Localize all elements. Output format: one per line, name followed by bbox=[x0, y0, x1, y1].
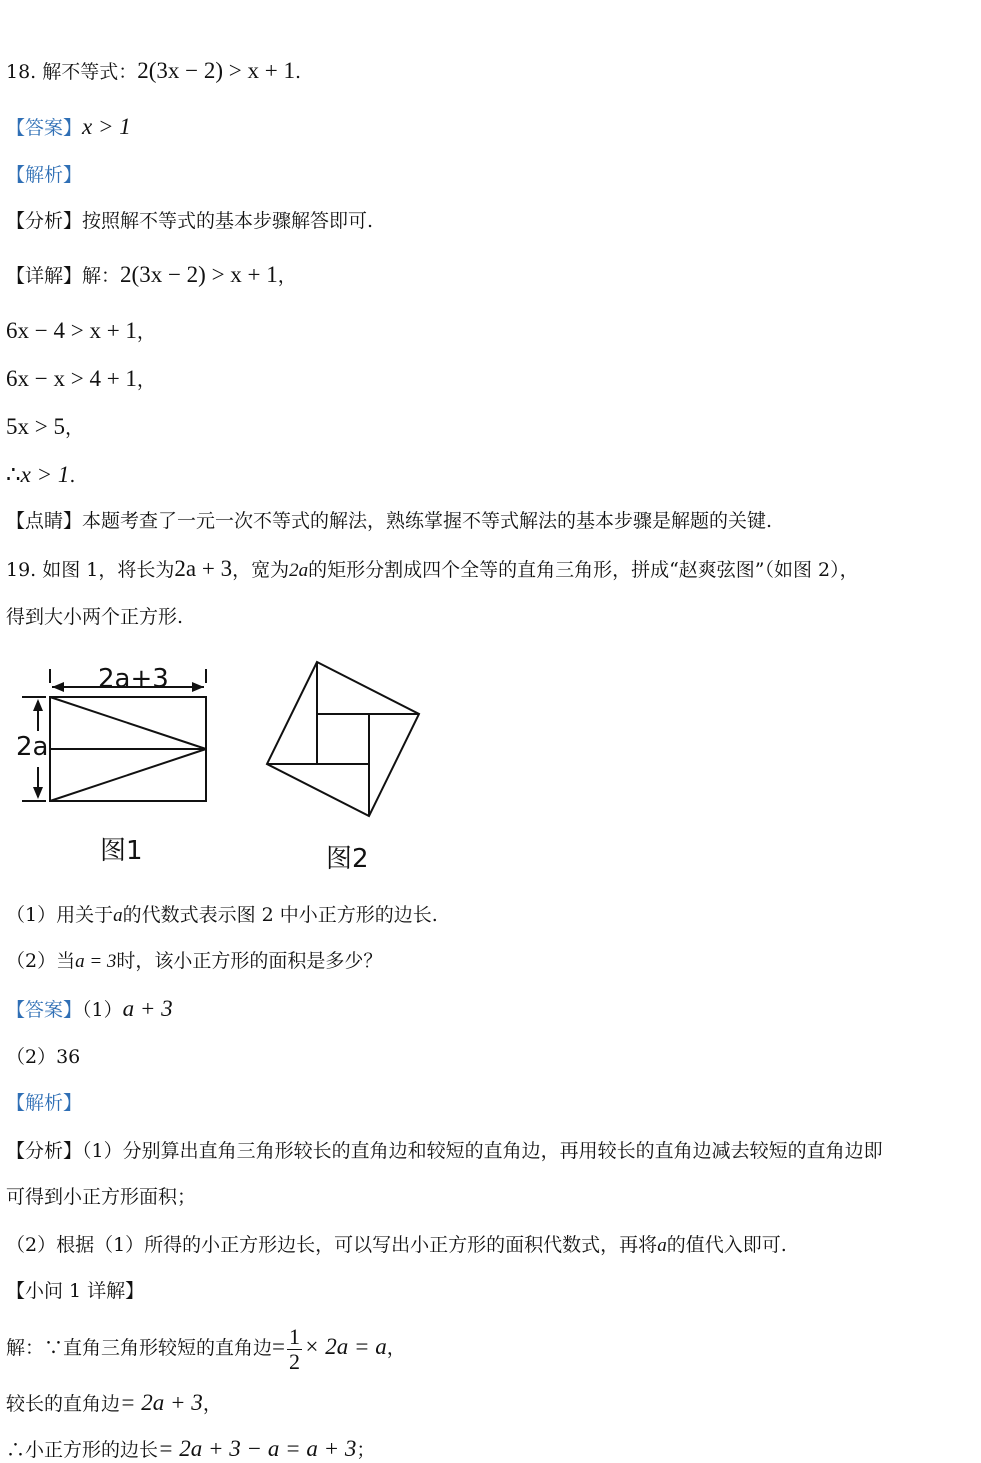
sub1-tag: 【小问 1 详解】 bbox=[6, 1280, 145, 1302]
answer-tag: 【答案】 bbox=[6, 999, 83, 1021]
jiexi-tag: 【解析】 bbox=[6, 164, 83, 186]
q18-inequality: 2(3x − 2) > x + 1 bbox=[137, 58, 295, 83]
q18-jiexi bbox=[6, 162, 82, 188]
step-math: 6x − x > 4 + 1 bbox=[6, 366, 137, 391]
sol-3-text: ∴小正方形的边长 bbox=[6, 1439, 159, 1461]
sol-1-text: 解：∵直角三角形较短的直角边 bbox=[6, 1337, 273, 1359]
step-math: x > 1 bbox=[20, 462, 70, 487]
answer-2-value: （2）36 bbox=[6, 1046, 81, 1068]
q19-fenxi-2 bbox=[6, 1184, 196, 1210]
step-end: ， bbox=[64, 417, 84, 439]
q18-fenxi bbox=[6, 208, 373, 234]
step-math: 5x > 5 bbox=[6, 414, 65, 439]
q19-line-2 bbox=[6, 604, 183, 630]
step-end: ， bbox=[136, 321, 156, 343]
q19-text-line2: 得到大小两个正方形. bbox=[6, 606, 184, 628]
therefore-symbol: ∴ bbox=[6, 462, 21, 487]
q18-end: . bbox=[295, 61, 302, 83]
q19-answer-2 bbox=[6, 1044, 80, 1070]
fraction-denominator: 2 bbox=[289, 1348, 300, 1374]
dianjing-text: 本题考查了一元一次不等式的解法，熟练掌握不等式解法的基本步骤是解题的关键. bbox=[82, 510, 773, 532]
part-2-text-b: 时，该小正方形的面积是多少？ bbox=[116, 950, 383, 972]
fenxi-text-3a: （2）根据（1）所得的小正方形边长，可以写出小正方形的面积代数式，再将 bbox=[6, 1234, 658, 1256]
part-2-text-a: （2）当 bbox=[6, 950, 76, 972]
sol-3-math: = 2a + 3 − a = a + 3 bbox=[158, 1436, 357, 1461]
q18-xiangjie bbox=[6, 262, 297, 289]
step-math: 6x − 4 > x + 1 bbox=[6, 318, 137, 343]
sol-1-eq: = bbox=[272, 1334, 285, 1359]
fenxi-text: 按照解不等式的基本步骤解答即可. bbox=[82, 210, 374, 232]
q18-answer bbox=[6, 114, 131, 141]
figure-1-top-label: 2a+3 bbox=[98, 664, 169, 694]
q19-text-b: ，宽为 bbox=[232, 559, 290, 581]
q19-text-a: 19. 如图 1，将长为 bbox=[6, 559, 175, 581]
q18-step-2 bbox=[6, 366, 156, 393]
xiangjie-end: ， bbox=[277, 265, 297, 287]
dianjing-tag: 【点睛】 bbox=[6, 510, 83, 532]
q18-step-1 bbox=[6, 318, 156, 345]
fenxi-tag: 【分析】 bbox=[6, 1140, 83, 1162]
sol-2-math: = 2a + 3 bbox=[120, 1390, 203, 1415]
q19-jiexi bbox=[6, 1090, 82, 1116]
q19-answer bbox=[6, 996, 173, 1023]
jiexi-tag: 【解析】 bbox=[6, 1092, 83, 1114]
answer-value: x > 1 bbox=[82, 114, 131, 139]
xiangjie-text: 解： bbox=[82, 265, 121, 287]
q18-step-4 bbox=[6, 462, 75, 489]
q19-solution-line-3 bbox=[6, 1436, 375, 1463]
step-end: ， bbox=[136, 369, 156, 391]
fenxi-tag: 【分析】 bbox=[6, 210, 83, 232]
answer-tag: 【答案】 bbox=[6, 117, 83, 139]
q19-part-1 bbox=[6, 902, 438, 929]
figure-1-side-label: 2a bbox=[16, 732, 49, 762]
sol-2-text: 较长的直角边 bbox=[6, 1393, 121, 1415]
q18-dianjing bbox=[6, 508, 772, 534]
sol-1-math: × 2a = a bbox=[304, 1334, 387, 1359]
q19-solution-line-2 bbox=[6, 1390, 222, 1417]
q19-fenxi-1 bbox=[6, 1138, 883, 1164]
fenxi-var: a bbox=[657, 1235, 667, 1256]
figure-2-caption: 图2 bbox=[326, 844, 369, 874]
fraction-numerator: 1 bbox=[289, 1323, 300, 1349]
sol-2-end: ， bbox=[202, 1393, 222, 1415]
fraction-one-half bbox=[287, 1325, 302, 1374]
q19-fenxi-3 bbox=[6, 1232, 787, 1259]
part-1-text-a: （1）用关于 bbox=[6, 904, 114, 926]
figure-2-zhao-shuang-diagram bbox=[255, 652, 435, 822]
q19-text-c: 的矩形分割成四个全等的直角三角形，拼成“赵爽弦图”（如图 2）， bbox=[308, 559, 859, 581]
sol-3-end: ； bbox=[356, 1439, 376, 1461]
q19-math-length: 2a + 3 bbox=[174, 556, 233, 581]
q18-step-3 bbox=[6, 414, 84, 441]
fenxi-text-2: 可得到小正方形面积； bbox=[6, 1186, 197, 1208]
sol-1-end: ， bbox=[386, 1337, 406, 1359]
part-1-text-b: 的代数式表示图 2 中小正方形的边长. bbox=[122, 904, 438, 926]
q18-prefix: 18. 解不等式： bbox=[6, 61, 138, 83]
figure-1-caption: 图1 bbox=[100, 836, 143, 866]
step-end: . bbox=[69, 465, 76, 487]
q19-solution-line-1 bbox=[6, 1322, 406, 1374]
xiangjie-tag: 【详解】 bbox=[6, 265, 83, 287]
q19-sub1-heading bbox=[6, 1278, 144, 1304]
q19-part-2 bbox=[6, 948, 382, 975]
xiangjie-math: 2(3x − 2) > x + 1 bbox=[120, 262, 278, 287]
part-1-var: a bbox=[113, 905, 123, 926]
part-2-math: a = 3 bbox=[75, 951, 117, 972]
fenxi-text-3b: 的值代入即可. bbox=[666, 1234, 787, 1256]
q19-line-1 bbox=[6, 556, 859, 584]
q18-line bbox=[6, 58, 301, 85]
answer-1-prefix: （1） bbox=[82, 999, 123, 1021]
fenxi-text-1: （1）分别算出直角三角形较长的直角边和较短的直角边，再用较长的直角边减去较短的直角边即 bbox=[82, 1140, 883, 1162]
answer-1-value: a + 3 bbox=[122, 996, 173, 1021]
q19-math-width: 2a bbox=[289, 560, 309, 581]
